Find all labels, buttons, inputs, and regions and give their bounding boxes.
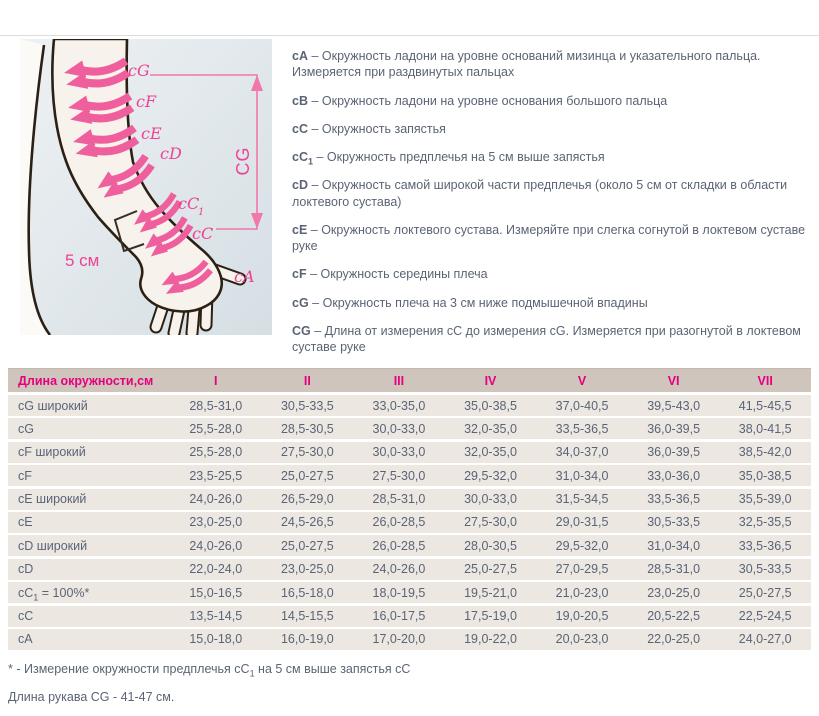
diagram-label-cF: cF — [136, 92, 157, 111]
diagram-label-cC1: cC — [178, 194, 200, 213]
measurement-code: cA — [292, 49, 308, 63]
size-column-header: IV — [484, 373, 497, 388]
size-range-cell: 35,0-38,5 — [464, 398, 517, 413]
size-range-cell: 38,5-42,0 — [738, 445, 792, 460]
size-range-cell: 29,5-32,0 — [555, 538, 609, 553]
measurement-code: cC — [292, 121, 308, 136]
size-range-cell: 34,0-37,0 — [555, 445, 609, 460]
size-range-cell: 20,0-23,0 — [555, 632, 609, 647]
size-range-cell: 27,5-30,0 — [280, 445, 334, 460]
size-range-cell: 22,5-24,5 — [738, 609, 792, 624]
size-range-cell: 28,5-31,0 — [647, 562, 701, 577]
size-range-cell: 30,0-33,0 — [372, 445, 426, 460]
diagram-label-cE: cE — [141, 124, 162, 143]
measurement-description — [292, 149, 811, 165]
footnote-post: на 5 см выше запястья cC — [254, 661, 411, 676]
table-row — [8, 535, 811, 556]
size-range-cell: 32,0-35,0 — [464, 445, 517, 460]
diagram-label-cG: cG — [128, 61, 150, 80]
size-column-header: VI — [667, 373, 680, 388]
size-range-cell: 37,0-40,5 — [555, 398, 609, 413]
size-range-cell: 16,0-17,5 — [372, 609, 426, 624]
diagram-label-length-CG: CG — [233, 146, 253, 176]
size-range-cell: 22,0-24,0 — [189, 562, 243, 577]
diagram-label-cC: cC — [192, 224, 214, 243]
size-range-cell: 41,5-45,5 — [738, 398, 792, 413]
size-range-cell: 27,5-30,0 — [372, 468, 426, 483]
size-column-header: I — [214, 373, 218, 388]
size-range-cell: 36,0-39,5 — [647, 421, 701, 436]
size-range-cell: 26,0-28,5 — [372, 538, 426, 553]
size-column-header: III — [393, 373, 405, 388]
size-range-cell: 19,0-20,5 — [555, 609, 609, 624]
size-range-cell: 16,5-18,0 — [280, 585, 334, 600]
measurement-text: – Окружность ладони на уровне оснований мизинца и указательного пальца. Измеряется при раздвинутых пальцах — [292, 49, 761, 80]
table-row — [8, 606, 811, 627]
measurement-code: cE — [292, 222, 308, 237]
row-label: $cC_1 = 100\%*$ — [18, 585, 90, 603]
row-label: cG широкий — [18, 398, 88, 413]
measurement-text: – Окружность середины плеча — [310, 267, 488, 282]
table-header-label: Длина окружности,см — [18, 373, 154, 388]
size-range-cell: 33,0-35,0 — [372, 398, 426, 413]
measurement-description — [292, 48, 811, 81]
measurement-text: – Окружность плеча на 3 см ниже подмышечной впадины — [312, 295, 648, 310]
size-range-cell: 26,0-28,5 — [372, 515, 426, 530]
size-range-cell: 31,5-34,5 — [555, 492, 609, 507]
size-range-cell: 13,5-14,5 — [189, 609, 243, 624]
diagram-label-cC1-sub: 1 — [198, 207, 205, 218]
footnote-sub: 1 — [249, 668, 255, 679]
size-range-cell: 28,0-30,5 — [464, 538, 517, 553]
measurement-code: cG — [292, 295, 309, 310]
size-range-cell: 33,0-36,0 — [647, 468, 701, 483]
table-row — [8, 629, 811, 650]
size-range-cell: 24,0-26,0 — [189, 538, 243, 553]
size-range-cell: 25,0-27,5 — [738, 585, 792, 600]
size-range-cell: 17,0-20,0 — [372, 632, 426, 647]
size-range-cell: 26,5-29,0 — [280, 492, 334, 507]
table-row — [8, 489, 811, 510]
size-range-cell: 15,0-16,5 — [189, 585, 243, 600]
diagram-label-five-cm: 5 см — [65, 251, 100, 270]
size-range-cell: 20,5-22,5 — [647, 609, 701, 624]
sleeve-length-note: Длина рукава CG - 41-47 см. — [8, 689, 175, 704]
size-range-cell: 23,0-25,0 — [189, 515, 243, 530]
measurement-description — [292, 177, 811, 210]
size-range-cell: 27,0-29,5 — [555, 562, 609, 577]
size-range-cell: 25,5-28,0 — [189, 445, 243, 460]
table-header-row — [8, 368, 811, 392]
top-divider — [0, 0, 819, 36]
row-label: cE — [18, 515, 33, 530]
size-range-cell: 33,5-36,5 — [555, 421, 609, 436]
size-range-cell: 21,0-23,0 — [555, 585, 609, 600]
footnote-pre: * - Измерение окружности предплечья cC — [8, 661, 250, 676]
table-row — [8, 512, 811, 533]
table-row — [8, 465, 811, 486]
measurement-text: – Окружность локтевого сустава. Измеряйте при слегка согнутой в локтевом суставе руке — [292, 222, 806, 253]
size-range-cell: 30,0-33,0 — [464, 492, 517, 507]
table-row — [8, 582, 811, 603]
measurement-code: $cC_1$ — [292, 150, 313, 167]
measurement-code: cB — [292, 93, 308, 108]
size-range-cell: 33,5-36,5 — [647, 492, 701, 507]
size-range-cell: 15,0-18,0 — [189, 632, 243, 647]
size-range-cell: 22,0-25,0 — [647, 632, 701, 647]
size-range-cell: 23,0-25,0 — [280, 562, 334, 577]
footnote-asterisk — [0, 661, 819, 679]
diagram-label-cA: cA — [234, 267, 255, 286]
row-label: cC — [18, 609, 34, 624]
content-row — [0, 36, 819, 366]
size-range-cell: 30,0-33,0 — [372, 421, 426, 436]
size-range-cell: 30,5-33,5 — [647, 515, 701, 530]
measurement-descriptions — [272, 36, 819, 367]
size-range-cell: 30,5-33,5 — [738, 562, 792, 577]
measurement-text: – Окружность ладони на уровне основания большого пальца — [311, 93, 668, 108]
measurement-description — [292, 93, 811, 109]
size-range-cell: 28,5-31,0 — [189, 398, 243, 413]
size-range-cell: 38,0-41,5 — [738, 421, 792, 436]
measurement-description — [292, 295, 811, 311]
measurement-text: – Окружность самой широкой части предплечья (около 5 см от складки в области локтевого сустава) — [292, 178, 788, 209]
size-range-cell: 28,5-30,5 — [280, 421, 334, 436]
row-label: cF широкий — [18, 445, 86, 460]
size-range-cell: 14,5-15,5 — [280, 609, 334, 624]
size-range-cell: 25,0-27,5 — [280, 538, 334, 553]
size-range-cell: 36,0-39,5 — [647, 445, 701, 460]
row-label: cD — [18, 562, 34, 577]
table-row — [8, 559, 811, 580]
size-range-cell: 25,5-28,0 — [189, 421, 243, 436]
measurement-description — [292, 222, 811, 255]
size-range-cell: 17,5-19,0 — [464, 609, 517, 624]
row-label: cA — [18, 632, 33, 647]
arm-measurement-diagram — [20, 39, 272, 335]
size-range-cell: 33,5-36,5 — [738, 538, 792, 553]
table-row — [8, 442, 811, 463]
measurement-description — [292, 323, 811, 356]
row-label: cG — [18, 421, 34, 436]
size-range-cell: 24,0-26,0 — [189, 492, 243, 507]
size-column-header: V — [577, 373, 587, 388]
size-range-cell: 16,0-19,0 — [280, 632, 334, 647]
measurement-text: – Окружность предплечья на 5 см выше запястья — [316, 150, 605, 164]
size-range-cell: 24,5-26,5 — [280, 515, 334, 530]
size-range-cell: 32,0-35,0 — [464, 421, 517, 436]
size-range-cell: 29,5-32,0 — [464, 468, 517, 483]
size-range-cell: 39,5-43,0 — [647, 398, 701, 413]
measurement-code: cD — [292, 178, 308, 193]
size-range-cell: 29,0-31,5 — [555, 515, 609, 530]
size-range-cell: 35,0-38,5 — [738, 468, 792, 483]
table-row — [8, 395, 811, 416]
measurement-description — [292, 121, 811, 137]
row-label: cD широкий — [18, 538, 88, 553]
measurement-text: – Длина от измерения cC до измерения cG. Измеряется при разогнутой в локтевом суставе руке — [292, 323, 801, 354]
size-column-header: VII — [757, 373, 773, 388]
size-range-cell: 19,5-21,0 — [464, 585, 517, 600]
size-range-cell: 35,5-39,0 — [738, 492, 792, 507]
size-range-cell: 25,0-27,5 — [280, 468, 334, 483]
table-body — [8, 395, 811, 650]
diagram-label-cD: cD — [160, 144, 182, 163]
measurement-code: CG — [292, 323, 311, 338]
size-range-cell: 30,5-33,5 — [280, 398, 334, 413]
size-range-cell: 19,0-22,0 — [464, 632, 517, 647]
size-range-cell: 18,0-19,5 — [372, 585, 426, 600]
size-range-cell: 23,0-25,0 — [647, 585, 701, 600]
measurement-code-sub: 1 — [307, 156, 313, 167]
measurement-description — [292, 266, 811, 282]
size-range-cell: 28,5-31,0 — [372, 492, 426, 507]
size-range-cell: 31,0-34,0 — [647, 538, 701, 553]
row-label: cE широкий — [18, 492, 87, 507]
size-column-header: II — [303, 373, 311, 388]
size-range-cell: 23,5-25,5 — [189, 468, 243, 483]
size-range-cell: 24,0-27,0 — [738, 632, 792, 647]
table-row — [8, 418, 811, 439]
size-range-cell: 27,5-30,0 — [464, 515, 517, 530]
size-range-cell: 24,0-26,0 — [372, 562, 426, 577]
measurement-code: cF — [292, 267, 307, 282]
row-label: cF — [18, 468, 32, 483]
measurement-text: – Окружность запястья — [311, 121, 446, 136]
size-range-cell: 31,0-34,0 — [555, 468, 609, 483]
size-range-cell: 32,5-35,5 — [738, 515, 792, 530]
size-range-cell: 25,0-27,5 — [464, 562, 517, 577]
size-table — [8, 368, 811, 650]
